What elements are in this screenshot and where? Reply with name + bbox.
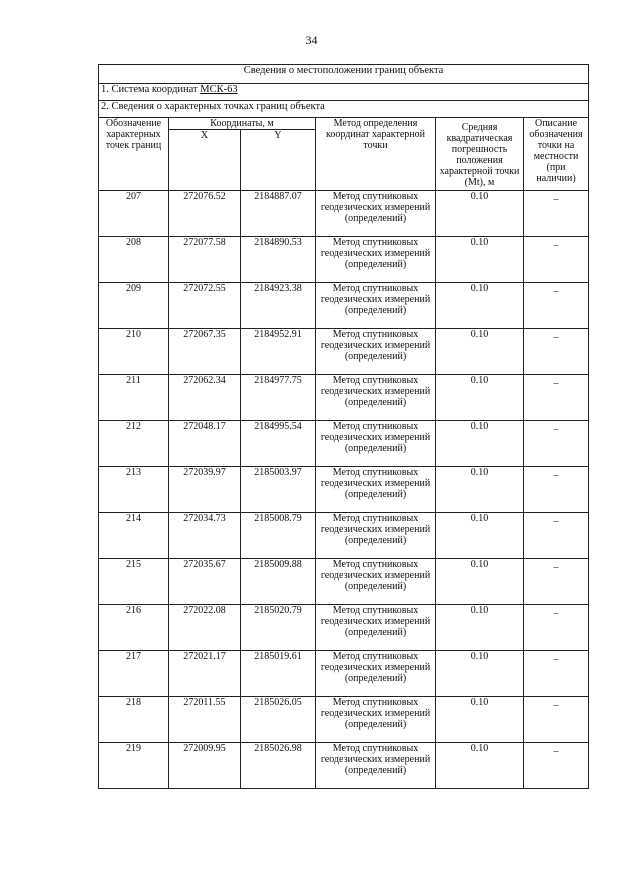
point-cell: 217 (99, 651, 169, 697)
page-number: 34 (305, 33, 318, 47)
description-dash: – (553, 516, 559, 527)
table-row (99, 283, 589, 329)
table-row (99, 513, 589, 559)
method-cell: Метод спутниковых геодезических измерений (определений) (316, 513, 436, 559)
point-cell: 215 (99, 559, 169, 605)
point-cell: 213 (99, 467, 169, 513)
y-coordinate-cell: 2185019.61 (241, 651, 316, 697)
description-dash: – (553, 424, 559, 435)
table-row (99, 421, 589, 467)
header-description: Описание обозначения точки на местности (при наличии) (524, 118, 589, 191)
description-dash: – (553, 240, 559, 251)
error-cell: 0.10 (436, 421, 524, 467)
table-row (99, 467, 589, 513)
point-cell: 212 (99, 421, 169, 467)
description-cell (524, 237, 589, 283)
description-dash: – (553, 286, 559, 297)
header-method: Метод определения координат характерной точки (316, 118, 436, 191)
x-coordinate-cell: 272039.97 (169, 467, 241, 513)
description-cell (524, 191, 589, 237)
method-cell: Метод спутниковых геодезических измерений (определений) (316, 559, 436, 605)
y-coordinate-cell: 2185026.98 (241, 743, 316, 789)
error-cell: 0.10 (436, 283, 524, 329)
x-coordinate-cell: 272035.67 (169, 559, 241, 605)
header-error: Средняя квадратическая погрешность положения характерной точки (Mt), м (436, 118, 524, 191)
description-cell (524, 559, 589, 605)
description-cell (524, 697, 589, 743)
point-cell: 214 (99, 513, 169, 559)
description-cell (524, 743, 589, 789)
error-cell: 0.10 (436, 237, 524, 283)
error-cell: 0.10 (436, 513, 524, 559)
y-coordinate-cell: 2184952.91 (241, 329, 316, 375)
y-coordinate-cell: 2185009.88 (241, 559, 316, 605)
error-cell: 0.10 (436, 651, 524, 697)
point-cell: 218 (99, 697, 169, 743)
description-cell (524, 467, 589, 513)
table-row (99, 191, 589, 237)
x-coordinate-cell: 272021.17 (169, 651, 241, 697)
table-row (99, 559, 589, 605)
table-row (99, 743, 589, 789)
description-dash: – (553, 654, 559, 665)
table-row (99, 697, 589, 743)
method-cell: Метод спутниковых геодезических измерений (определений) (316, 283, 436, 329)
header-y: Y (241, 130, 316, 191)
description-dash: – (553, 562, 559, 573)
method-cell: Метод спутниковых геодезических измерений (определений) (316, 375, 436, 421)
x-coordinate-cell: 272067.35 (169, 329, 241, 375)
y-coordinate-cell: 2184995.54 (241, 421, 316, 467)
table-row (99, 237, 589, 283)
description-cell (524, 513, 589, 559)
description-cell (524, 605, 589, 651)
section-2-heading: 2. Сведения о характерных точках границ объекта (99, 101, 589, 118)
method-cell: Метод спутниковых геодезических измерений (определений) (316, 329, 436, 375)
table-row (99, 329, 589, 375)
table-title: Сведения о местоположении границ объекта (99, 65, 589, 84)
table-row (99, 651, 589, 697)
y-coordinate-cell: 2185020.79 (241, 605, 316, 651)
description-dash: – (553, 378, 559, 389)
point-cell: 210 (99, 329, 169, 375)
x-coordinate-cell: 272048.17 (169, 421, 241, 467)
coordinate-system-line (99, 84, 589, 101)
x-coordinate-cell: 272062.34 (169, 375, 241, 421)
method-cell: Метод спутниковых геодезических измерений (определений) (316, 467, 436, 513)
y-coordinate-cell: 2184977.75 (241, 375, 316, 421)
y-coordinate-cell: 2185003.97 (241, 467, 316, 513)
x-coordinate-cell: 272009.95 (169, 743, 241, 789)
x-coordinate-cell: 272076.52 (169, 191, 241, 237)
x-coordinate-cell: 272022.08 (169, 605, 241, 651)
description-dash: – (553, 608, 559, 619)
header-coordinates: Координаты, м (169, 118, 316, 130)
y-coordinate-cell: 2184887.07 (241, 191, 316, 237)
coordinate-system-label: 1. Система координат (101, 84, 201, 95)
point-cell: 216 (99, 605, 169, 651)
x-coordinate-cell: 272077.58 (169, 237, 241, 283)
header-designation: Обозначение характерных точек границ (99, 118, 169, 191)
boundary-points-table (98, 64, 589, 789)
description-dash: – (553, 746, 559, 757)
description-cell (524, 283, 589, 329)
method-cell: Метод спутниковых геодезических измерений (определений) (316, 743, 436, 789)
description-cell (524, 329, 589, 375)
description-dash: – (553, 700, 559, 711)
point-cell: 211 (99, 375, 169, 421)
point-cell: 207 (99, 191, 169, 237)
description-cell (524, 421, 589, 467)
error-cell: 0.10 (436, 743, 524, 789)
method-cell: Метод спутниковых геодезических измерений (определений) (316, 697, 436, 743)
table-row (99, 605, 589, 651)
y-coordinate-cell: 2184923.38 (241, 283, 316, 329)
error-cell: 0.10 (436, 467, 524, 513)
error-cell: 0.10 (436, 697, 524, 743)
error-cell: 0.10 (436, 605, 524, 651)
y-coordinate-cell: 2184890.53 (241, 237, 316, 283)
method-cell: Метод спутниковых геодезических измерений (определений) (316, 421, 436, 467)
table-row (99, 375, 589, 421)
description-cell (524, 651, 589, 697)
method-cell: Метод спутниковых геодезических измерений (определений) (316, 237, 436, 283)
x-coordinate-cell: 272072.55 (169, 283, 241, 329)
x-coordinate-cell: 272034.73 (169, 513, 241, 559)
description-dash: – (553, 470, 559, 481)
point-cell: 208 (99, 237, 169, 283)
description-cell (524, 375, 589, 421)
point-cell: 209 (99, 283, 169, 329)
coordinate-system-value: МСК-63 (200, 84, 238, 95)
error-cell: 0.10 (436, 559, 524, 605)
y-coordinate-cell: 2185008.79 (241, 513, 316, 559)
method-cell: Метод спутниковых геодезических измерений (определений) (316, 605, 436, 651)
description-dash: – (553, 332, 559, 343)
x-coordinate-cell: 272011.55 (169, 697, 241, 743)
error-cell: 0.10 (436, 375, 524, 421)
header-x: X (169, 130, 241, 191)
y-coordinate-cell: 2185026.05 (241, 697, 316, 743)
description-dash: – (553, 194, 559, 205)
method-cell: Метод спутниковых геодезических измерений (определений) (316, 191, 436, 237)
point-cell: 219 (99, 743, 169, 789)
error-cell: 0.10 (436, 329, 524, 375)
method-cell: Метод спутниковых геодезических измерений (определений) (316, 651, 436, 697)
error-cell: 0.10 (436, 191, 524, 237)
